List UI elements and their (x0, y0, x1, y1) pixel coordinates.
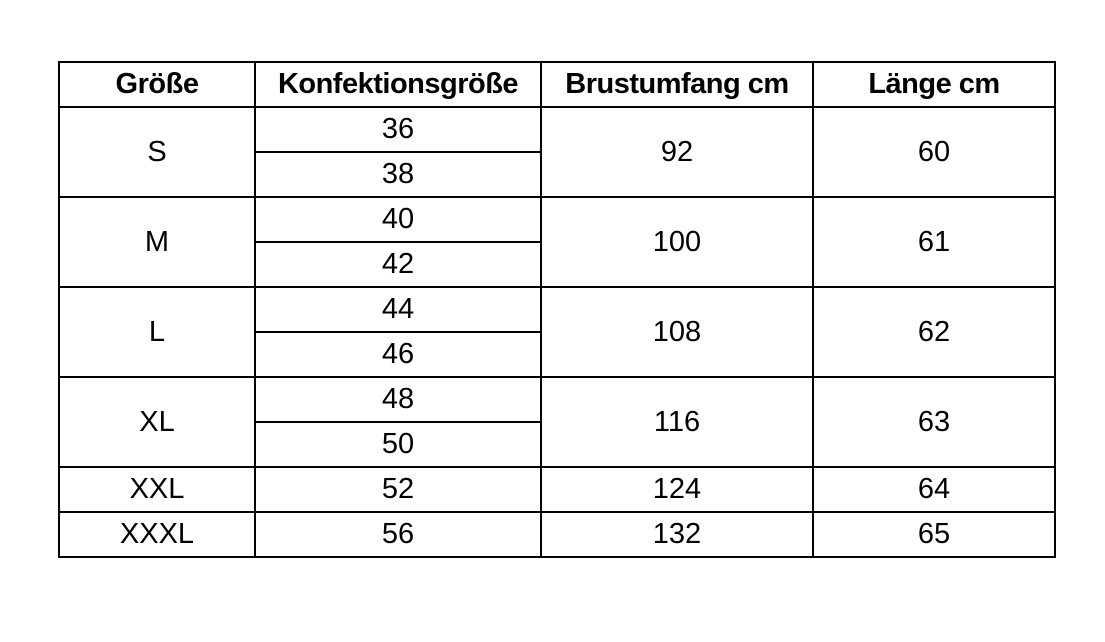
size-cell: S (59, 107, 255, 197)
header-row (59, 62, 1055, 107)
konfektion-cell: 56 (255, 512, 541, 557)
header-laenge: Länge cm (813, 62, 1055, 107)
table-row-xl (59, 377, 1055, 422)
table-row-s (59, 107, 1055, 152)
laenge-cell: 64 (813, 467, 1055, 512)
table-row-xxl (59, 467, 1055, 512)
konfektion-cell: 38 (255, 152, 541, 197)
konfektion-cell: 44 (255, 287, 541, 332)
size-cell: L (59, 287, 255, 377)
laenge-cell: 60 (813, 107, 1055, 197)
brustumfang-cell: 92 (541, 107, 813, 197)
konfektion-cell: 40 (255, 197, 541, 242)
table-row-xxxl (59, 512, 1055, 557)
konfektion-cell: 52 (255, 467, 541, 512)
konfektion-cell: 50 (255, 422, 541, 467)
brustumfang-cell: 116 (541, 377, 813, 467)
size-cell: M (59, 197, 255, 287)
size-cell: XXL (59, 467, 255, 512)
header-brustumfang: Brustumfang cm (541, 62, 813, 107)
laenge-cell: 61 (813, 197, 1055, 287)
brustumfang-cell: 132 (541, 512, 813, 557)
konfektion-cell: 48 (255, 377, 541, 422)
size-cell: XL (59, 377, 255, 467)
laenge-cell: 65 (813, 512, 1055, 557)
laenge-cell: 62 (813, 287, 1055, 377)
size-cell: XXXL (59, 512, 255, 557)
brustumfang-cell: 108 (541, 287, 813, 377)
brustumfang-cell: 100 (541, 197, 813, 287)
table-row-m (59, 197, 1055, 242)
konfektion-cell: 42 (255, 242, 541, 287)
size-chart-table (58, 61, 1056, 558)
brustumfang-cell: 124 (541, 467, 813, 512)
table-row-l (59, 287, 1055, 332)
konfektion-cell: 36 (255, 107, 541, 152)
header-konfektionsgroesse: Konfektionsgröße (255, 62, 541, 107)
header-groesse: Größe (59, 62, 255, 107)
laenge-cell: 63 (813, 377, 1055, 467)
konfektion-cell: 46 (255, 332, 541, 377)
